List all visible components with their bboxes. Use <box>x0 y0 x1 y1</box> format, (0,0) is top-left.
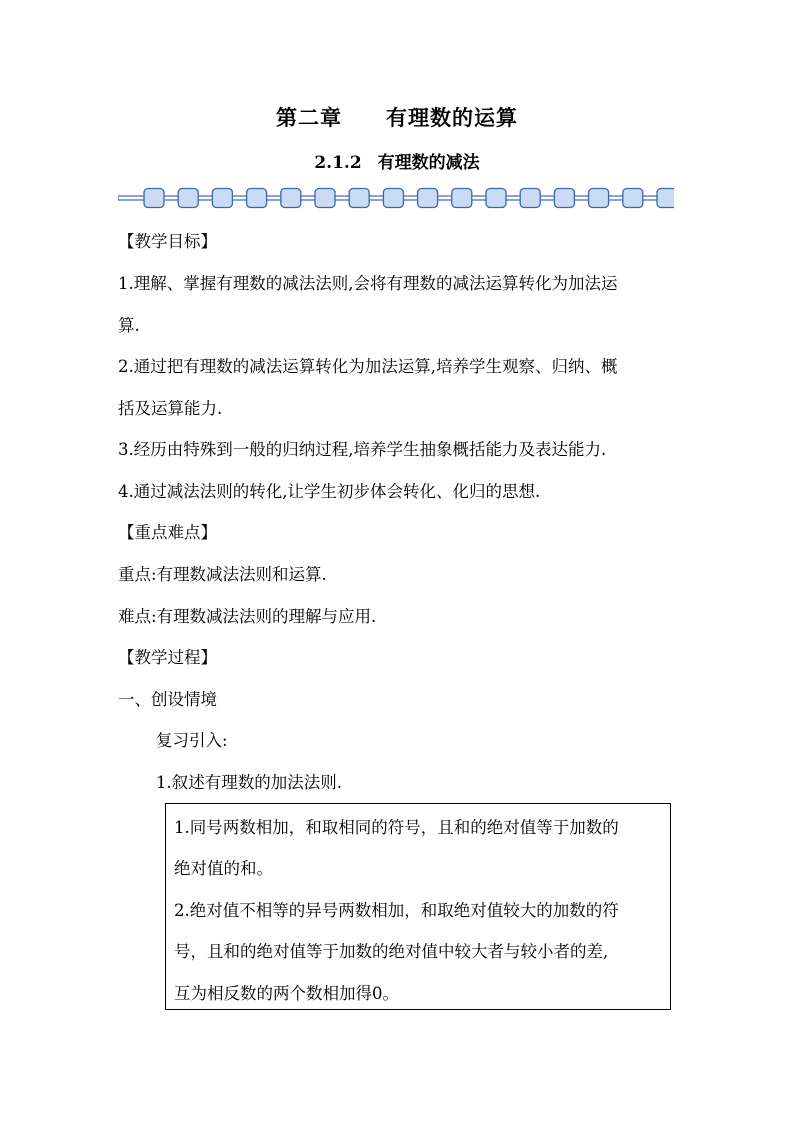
divider-bead <box>178 189 198 208</box>
heading-teaching-process: 【教学过程】 <box>118 648 217 667</box>
section-title: 有理数的减法 <box>377 153 480 173</box>
key-point: 重点:有理数减法法则和运算. <box>118 565 327 584</box>
decorative-bead-divider <box>118 186 674 210</box>
goal-4: 4.通过减法法则的转化,让学生初步体会转化、化归的思想. <box>118 482 541 501</box>
section-number: 2.1.2 <box>314 153 362 173</box>
rule-2-line-1: 2.绝对值不相等的异号两数相加，和取绝对值较大的加数的符 <box>174 901 619 920</box>
divider-bead <box>623 189 643 208</box>
chapter-heading <box>0 102 794 132</box>
review-intro: 复习引入: <box>156 731 228 750</box>
chapter-number: 第二章 <box>276 105 342 130</box>
goal-1-line-1: 1.理解、掌握有理数的减法法则,会将有理数的减法运算转化为加法运 <box>118 274 618 293</box>
divider-bead <box>144 189 164 208</box>
rule-2-line-2: 号，且和的绝对值等于加数的绝对值中较大者与较小者的差, <box>174 942 609 961</box>
divider-bead <box>589 189 609 208</box>
rule-1-line-1: 1.同号两数相加，和取相同的符号，且和的绝对值等于加数的 <box>174 818 619 837</box>
addition-rules-box <box>165 803 671 1010</box>
goal-2-line-1: 2.通过把有理数的减法运算转化为加法运算,培养学生观察、归纳、概 <box>118 357 618 376</box>
goal-1-line-2: 算. <box>118 316 140 335</box>
review-item-1: 1.叙述有理数的加法法则. <box>156 773 342 792</box>
heading-key-difficulties: 【重点难点】 <box>118 523 217 542</box>
section-heading <box>0 148 794 173</box>
chapter-title: 有理数的运算 <box>386 105 518 130</box>
divider-bead <box>247 189 267 208</box>
section-create-scenario: 一、创设情境 <box>118 690 217 709</box>
divider-bead <box>383 189 403 208</box>
divider-bead <box>452 189 472 208</box>
rule-2-line-3: 互为相反数的两个数相加得0。 <box>174 984 399 1003</box>
divider-bead <box>281 189 301 208</box>
divider-bead <box>349 189 369 208</box>
heading-teaching-goals: 【教学目标】 <box>118 232 217 251</box>
divider-bead <box>657 189 674 208</box>
difficulty-point: 难点:有理数减法法则的理解与应用. <box>118 607 377 626</box>
goal-2-line-2: 括及运算能力. <box>118 399 223 418</box>
divider-bead <box>418 189 438 208</box>
divider-bead <box>315 189 335 208</box>
rule-1-line-2: 绝对值的和。 <box>174 859 273 878</box>
divider-bead <box>486 189 506 208</box>
divider-bead <box>212 189 232 208</box>
goal-3: 3.经历由特殊到一般的归纳过程,培养学生抽象概括能力及表达能力. <box>118 440 607 459</box>
divider-bead <box>520 189 540 208</box>
divider-bead <box>554 189 574 208</box>
